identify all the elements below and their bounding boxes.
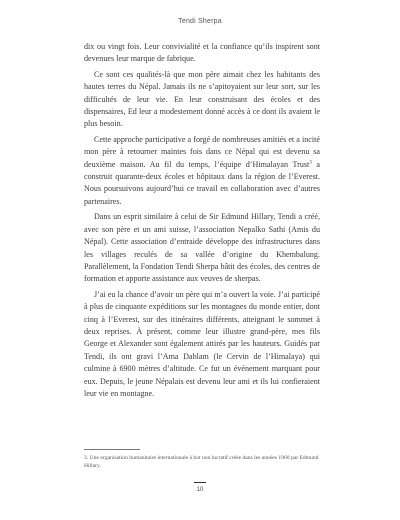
footnote: 3. Une organisation humanitaire internationale à but non lucratif créée dans les années 1960 par Edmund Hillary. xyxy=(84,455,319,469)
footnote-divider xyxy=(84,449,140,450)
paragraph-2: Ce sont ces qualités-là que mon père aimait chez les habitants des hautes terres du Népal. Jamais ils ne s’apitoyaient sur leur sort, sur les difficultés de leur vie. En leur construisant des écoles et des dispensaires, Ed leur a modestement donné accès à ce dont ils avaient le plus besoin. xyxy=(84,69,320,129)
paragraph-5: J’ai eu la chance d’avoir un père qui m’a ouvert la voie. J’ai participé à plus de cinquante expéditions sur les montagnes du monde entier, dont cinq à l’Everest, sur des itinéraires différents, atteignant le sommet à deux reprises. À présent, comme leur illustre grand-père, mes fils George et Alexander sont également attirés par les hauteurs. Guidés par Tendi, ils ont gravi l’Ama Dablam (le Cervin de l’Himalaya) qui culmine à 6900 mètres d’altitude. Ce fut un événement marquant pour eux. Depuis, le jeune Népalais est devenu leur ami et ils lui confieraient leur vie en montagne. xyxy=(84,289,320,398)
body-text xyxy=(84,41,320,403)
paragraph-1: dix ou vingt fois. Leur convivialité et la confiance qu’ils inspirent sont devenues leur marque de fabrique. xyxy=(84,42,320,64)
page-number: 10 xyxy=(196,487,204,493)
footnote-ref[interactable]: 3 xyxy=(309,159,312,165)
running-head: Tendi Sherpa xyxy=(178,18,222,25)
paragraph-3 xyxy=(84,134,320,208)
paragraph-3-start: Cette approche participative a forgé de nombreuses amitiés et a incité mon père à retourner maintes fois dans ce Népal qui est devenu sa deuxième maison. Au fil du temps, l’équipe d’Himalayan Trust xyxy=(84,134,320,169)
page-number-rule xyxy=(194,482,206,483)
paragraph-4: Dans un esprit similaire à celui de Sir Edmund Hillary, Tendi a créé, avec son père et un ami suisse, l’association Nepalko Sathi (Amis du Népal). Cette association d’entraide développe des infrastructures dans les villages reculés de sa vallée d’origine du Khembalung. Parallèlement, la Fondation Tendi Sherpa bâtit des écoles, des centres de formation et apporte assistance aux veuves de sherpas. xyxy=(84,212,320,284)
paragraph-3-end: a construit quarante-deux écoles et hôpitaux dans la région de l’Everest. Nous poursuivons aujourd’hui ce travail en collaboration avec d’autres partenaires. xyxy=(84,159,320,206)
